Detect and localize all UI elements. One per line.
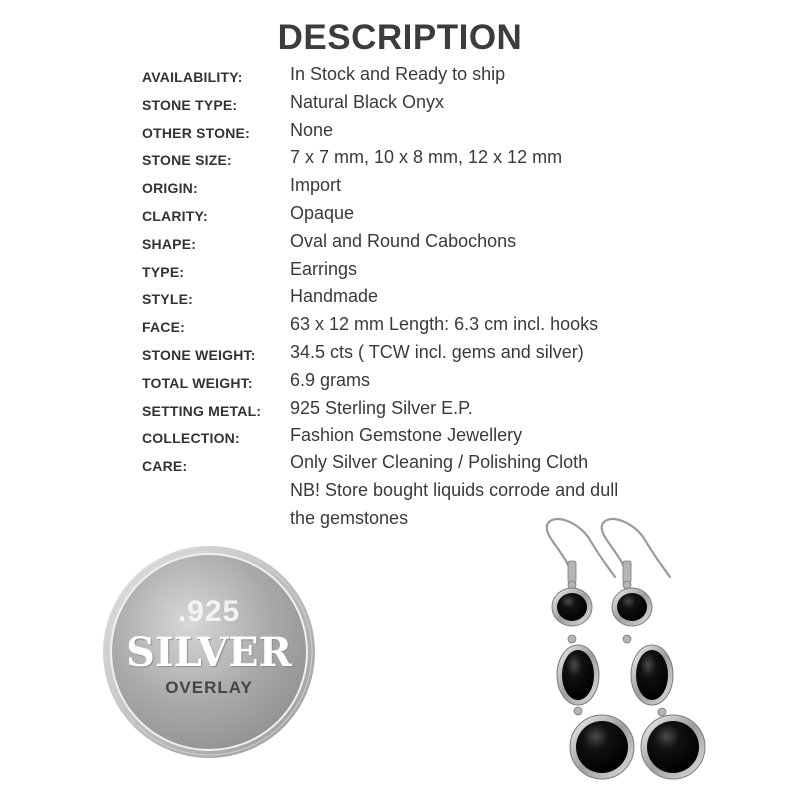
spec-label: STONE TYPE: bbox=[142, 96, 238, 113]
spec-label: STONE WEIGHT: bbox=[142, 346, 256, 363]
page-title: DESCRIPTION bbox=[277, 18, 523, 57]
spec-value bbox=[290, 342, 584, 363]
spec-row bbox=[142, 312, 702, 340]
badge-overlay-text: OVERLAY bbox=[165, 678, 253, 697]
spec-value bbox=[290, 314, 598, 335]
spec-value bbox=[290, 147, 562, 168]
spec-value-line: 7 x 7 mm, 10 x 8 mm, 12 x 12 mm bbox=[290, 147, 563, 168]
spec-row bbox=[142, 62, 702, 90]
spec-value-line: Handmade bbox=[290, 286, 379, 307]
spec-label: TYPE: bbox=[142, 263, 185, 280]
spec-label: OTHER STONE: bbox=[142, 124, 250, 141]
spec-row bbox=[142, 423, 702, 451]
spec-label: STYLE: bbox=[142, 291, 193, 308]
spec-value bbox=[290, 203, 354, 224]
spec-value bbox=[290, 370, 370, 391]
spec-value-line: None bbox=[290, 119, 334, 140]
spec-label: AVAILABILITY: bbox=[142, 69, 243, 85]
spec-label: COLLECTION: bbox=[142, 430, 240, 447]
spec-row bbox=[142, 145, 702, 173]
spec-label: ORIGIN: bbox=[142, 180, 198, 197]
spec-value-line: Fashion Gemstone Jewellery bbox=[290, 425, 523, 446]
spec-value-line: Import bbox=[290, 175, 342, 196]
specification-list bbox=[142, 62, 702, 528]
spec-value bbox=[290, 120, 333, 141]
spec-value-line: NB! Store bought liquids corrode and dull bbox=[290, 479, 619, 500]
badge-silver-text: SILVER bbox=[126, 629, 292, 676]
spec-row bbox=[142, 229, 702, 257]
spec-value-line: the gemstones bbox=[290, 507, 409, 528]
silver-overlay-badge bbox=[100, 543, 318, 761]
spec-value bbox=[290, 64, 505, 85]
spec-value bbox=[290, 231, 516, 252]
spec-row bbox=[142, 340, 702, 368]
spec-value bbox=[290, 425, 522, 446]
spec-value-line: Natural Black Onyx bbox=[290, 91, 445, 112]
spec-value-line: 925 Sterling Silver E.P. bbox=[290, 397, 473, 418]
spec-row bbox=[142, 257, 702, 285]
spec-value-line: Earrings bbox=[290, 258, 358, 279]
spec-value-line: Only Silver Cleaning / Polishing Cloth bbox=[290, 452, 589, 473]
spec-label: SETTING METAL: bbox=[142, 402, 262, 419]
spec-label: STONE SIZE: bbox=[142, 152, 232, 169]
spec-value-line: 63 x 12 mm Length: 6.3 cm incl. hooks bbox=[290, 314, 599, 335]
spec-row bbox=[142, 368, 702, 396]
spec-value-line: 6.9 grams bbox=[290, 369, 371, 390]
spec-row bbox=[142, 284, 702, 312]
spec-row bbox=[142, 396, 702, 424]
spec-label: CLARITY: bbox=[142, 207, 208, 224]
spec-row bbox=[142, 118, 702, 146]
badge-925-text: .925 bbox=[177, 595, 241, 628]
spec-value bbox=[290, 259, 357, 280]
spec-value bbox=[290, 398, 473, 419]
spec-value bbox=[290, 286, 378, 307]
spec-value-line: Opaque bbox=[290, 202, 355, 223]
spec-row bbox=[142, 201, 702, 229]
black-onyx-earrings-icon bbox=[530, 515, 720, 785]
spec-label: FACE: bbox=[142, 319, 185, 336]
spec-label: SHAPE: bbox=[142, 235, 197, 252]
spec-row bbox=[142, 451, 702, 528]
spec-row bbox=[142, 90, 702, 118]
spec-value-line: 34.5 cts ( TCW incl. gems and silver) bbox=[290, 341, 584, 362]
spec-value-line: In Stock and Ready to ship bbox=[290, 64, 506, 84]
spec-value bbox=[290, 92, 444, 113]
spec-label: CARE: bbox=[142, 458, 188, 475]
spec-row bbox=[142, 173, 702, 201]
spec-value bbox=[290, 175, 341, 196]
product-image bbox=[530, 515, 720, 785]
spec-value-line: Oval and Round Cabochons bbox=[290, 230, 517, 251]
spec-label: TOTAL WEIGHT: bbox=[142, 374, 253, 391]
